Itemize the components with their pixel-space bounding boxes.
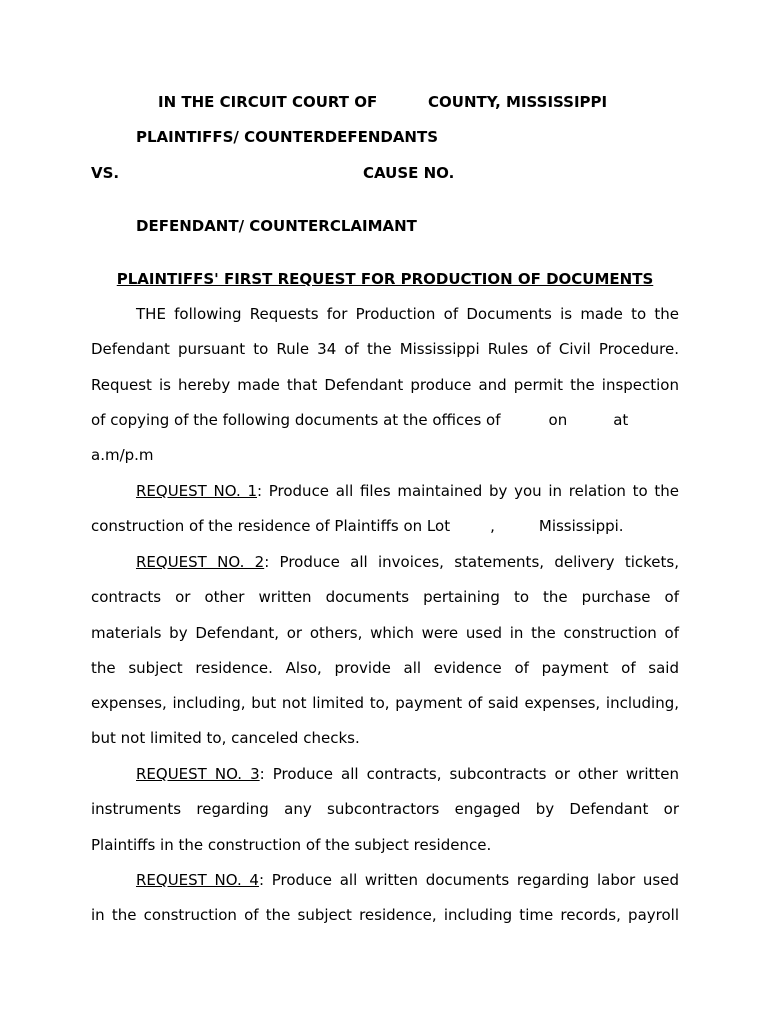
document-title: PLAINTIFFS' FIRST REQUEST FOR PRODUCTION OF DOCUMENTS (116, 270, 654, 288)
intro-line-3: Request is hereby made that Defendant produce and permit the inspection (91, 375, 679, 394)
intro-at-word: at (613, 410, 629, 429)
request-2-line-5: expenses, including, but not limited to, payment of said expenses, including, (91, 694, 679, 713)
plaintiffs-label: PLAINTIFFS/ COUNTERDEFENDANTS (136, 128, 439, 146)
request-2-first-text: : Produce all invoices, statements, delivery tickets, (264, 553, 679, 571)
request-3-line-2: instruments regarding any subcontractors engaged by Defendant or (91, 800, 679, 819)
request-4-first-text: : Produce all written documents regarding labor used (258, 871, 679, 889)
request-1-comma: , (490, 517, 495, 536)
request-2-line-4: the subject residence. Also, provide all evidence of payment of said (91, 658, 679, 677)
intro-line-2: Defendant pursuant to Rule 34 of the Mississippi Rules of Civil Procedure. (91, 340, 679, 359)
request-4-first-line (91, 863, 679, 898)
intro-on-word: on (548, 410, 568, 429)
request-1-line-2-text: construction of the residence of Plaintiffs on Lot (91, 517, 451, 536)
request-1-line-2 (91, 509, 679, 544)
request-2-label: REQUEST NO. 2 (136, 553, 265, 571)
cause-number-label: CAUSE NO. (363, 164, 455, 182)
court-name-left: IN THE CIRCUIT COURT OF (158, 93, 378, 111)
request-2-line-2: contracts or other written documents pertaining to the purchase of (91, 588, 679, 607)
request-1-first-line (91, 474, 679, 509)
vs-label: VS. (91, 164, 120, 182)
request-3-paragraph (91, 757, 679, 863)
request-1-first-text: : Produce all files maintained by you in relation to the (256, 482, 679, 500)
intro-line-5: a.m/p.m (91, 446, 154, 465)
request-1-label: REQUEST NO. 1 (136, 482, 257, 500)
court-county: COUNTY, MISSISSIPPI (428, 93, 608, 111)
request-2-paragraph (91, 545, 679, 757)
defendant-label: DEFENDANT/ COUNTERCLAIMANT (136, 217, 417, 235)
request-4-line-2: in the construction of the subject residence, including time records, payroll (91, 906, 679, 925)
intro-line-1: THE following Requests for Production of Documents is made to the (136, 305, 679, 323)
request-3-label: REQUEST NO. 3 (136, 765, 260, 783)
request-3-line-3: Plaintiffs in the construction of the subject residence. (91, 835, 492, 854)
intro-line-4 (91, 403, 679, 438)
request-4-paragraph (91, 863, 679, 934)
request-2-line-6: but not limited to, canceled checks. (91, 729, 360, 748)
intro-paragraph (91, 297, 679, 473)
request-1-paragraph (91, 474, 679, 545)
request-3-first-line (91, 757, 679, 792)
request-3-first-text: : Produce all contracts, subcontracts or other written (259, 765, 679, 783)
request-1-state: Mississippi. (538, 517, 624, 536)
request-2-line-3: materials by Defendant, or others, which were used in the construction of (91, 623, 679, 642)
request-2-first-line (91, 545, 679, 580)
intro-line-4-text: of copying of the following documents at the offices of (91, 410, 501, 429)
request-4-label: REQUEST NO. 4 (136, 871, 259, 889)
